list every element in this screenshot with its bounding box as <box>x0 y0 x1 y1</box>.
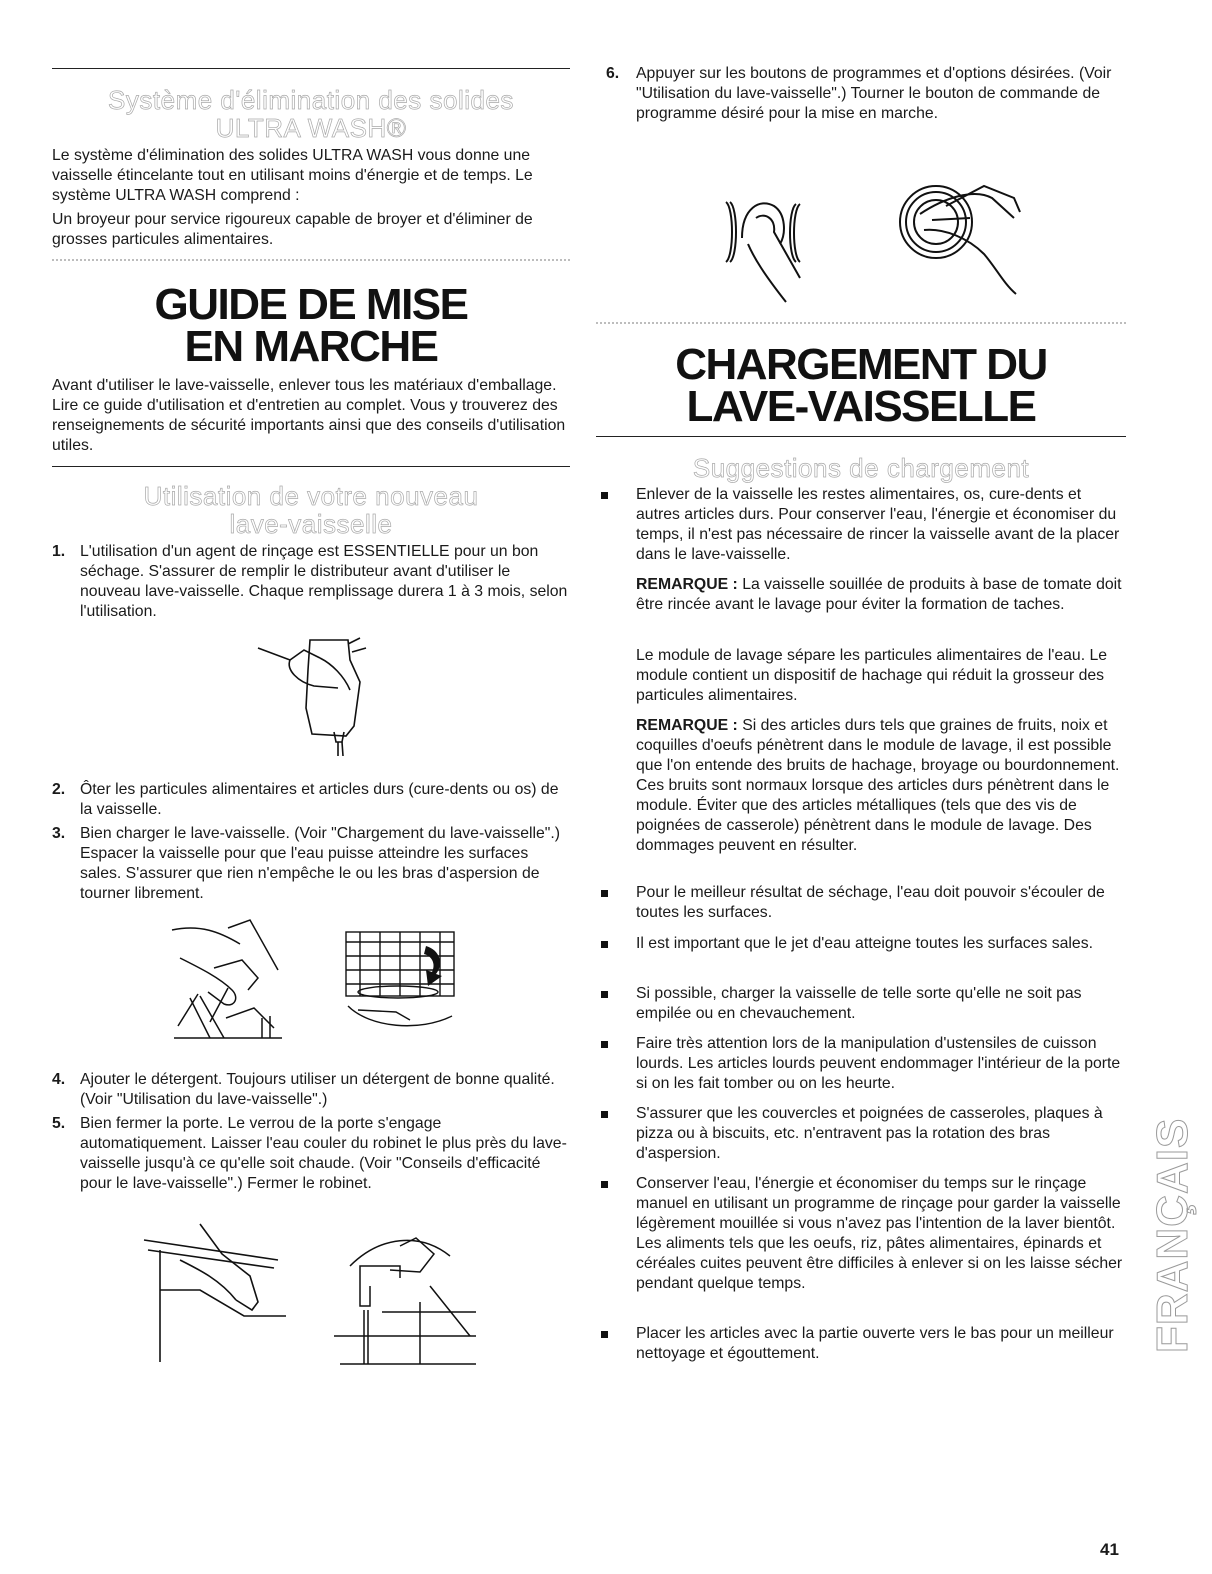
step-4-text: Ajouter le détergent. Toujours utiliser un détergent de bonne qualité. (Voir "Utilisation du lave-vaisselle".) <box>80 1071 555 1108</box>
rule-before-suggestions <box>596 436 1126 437</box>
turning-dial-illustration <box>884 168 1034 304</box>
section-heading-suggestions: Suggestions de chargement <box>692 453 1030 483</box>
step-number: 3. <box>52 825 66 842</box>
module-lavage-text: Le module de lavage sépare les particules alimentaires de l'eau. Le module contient un dispositif de hachage qui réduit la grosseur des particules alimentaires. <box>636 647 1108 704</box>
step-number: 5. <box>52 1115 66 1132</box>
running-faucet-illustration <box>330 1226 480 1366</box>
remarque-label: REMARQUE : <box>636 717 738 734</box>
page-number: 41 <box>1100 1540 1119 1559</box>
step-2-text: Ôter les particules alimentaires et articles durs (cure-dents ou os) de la vaisselle. <box>80 781 559 818</box>
section-heading-utilisation: Utilisation de votre nouveau lave-vaisselle <box>143 481 479 539</box>
bullet-marker <box>601 941 608 948</box>
loading-dishes-hand-illustration <box>170 918 290 1040</box>
dotted-divider-right <box>596 322 1126 324</box>
step-3-text: Bien charger le lave-vaisselle. (Voir "Chargement du lave-vaisselle".) Espacer la vaisselle pour que l'eau puisse atteindre les surfaces sales. S'assurer que rien n'empêche le ou les bras d'aspersion de tourner librement. <box>80 825 561 902</box>
bullet-marker <box>601 1111 608 1118</box>
bullet-couvercles-text: S'assurer que les couvercles et poignées de casseroles, plaques à pizza ou à biscuits, etc. n'entravent pas la rotation des bras d'aspersion. <box>636 1105 1103 1162</box>
bullet-ustensiles-text: Faire très attention lors de la manipulation d'ustensiles de cuisson lourds. Les articles lourds peuvent endommager l'intérieur de la porte si on les fait tomber ou on les heurte. <box>636 1035 1121 1092</box>
bullet-sechage-text: Pour le meilleur résultat de séchage, l'eau doit pouvoir s'écouler de toutes les surfaces. <box>636 884 1105 921</box>
remarque-label: REMARQUE : <box>636 576 738 593</box>
remarque-tomate: REMARQUE : La vaisselle souillée de produits à base de tomate doit être rincée avant le lavage pour éviter la formation de taches. <box>636 576 1122 613</box>
dotted-divider-left <box>52 259 570 261</box>
broyeur-paragraph: Un broyeur pour service rigoureux capable de broyer et d'éliminer de grosses particules alimentaires. <box>52 211 533 248</box>
language-side-tab: FRANÇAIS <box>1148 1117 1197 1353</box>
step-number: 4. <box>52 1071 66 1088</box>
chargement-title: CHARGEMENT DU LAVE-VAISSELLE <box>675 340 1047 431</box>
bullet-marker <box>601 890 608 897</box>
bullet-marker <box>601 492 608 499</box>
bullet-placer-text: Placer les articles avec la partie ouverte vers le bas pour un meilleur nettoyage et égouttement. <box>636 1325 1114 1362</box>
step-6-text: Appuyer sur les boutons de programmes et d'options désirées. (Voir "Utilisation du lave-vaisselle".) Tourner le bouton de commande de programme désiré pour la mise en marche. <box>636 65 1112 122</box>
ultra-wash-paragraph: Le système d'élimination des solides ULTRA WASH vous donne une vaisselle étincelante tout en utilisant moins d'énergie et de temps. Le système ULTRA WASH comprend : <box>52 147 533 204</box>
step-1-text: L'utilisation d'un agent de rinçage est ESSENTIELLE pour un bon séchage. S'assurer de remplir le distributeur avant d'utiliser le nouveau lave-vaisselle. Chaque remplissage durera 1 à 3 mois, selon l'utilisation. <box>80 543 568 620</box>
pressing-button-illustration <box>700 178 830 308</box>
bullet-enlever-text: Enlever de la vaisselle les restes alimentaires, os, cure-dents et autres articles durs. Pour conserver l'eau, l'énergie et économiser du temps, il n'est pas nécessaire de rincer la vaisselle avant de la placer dans le lave-vaisselle. <box>636 486 1120 563</box>
bullet-empilee-text: Si possible, charger la vaisselle de telle sorte qu'elle ne soit pas empilée ou en chevauchement. <box>636 985 1082 1022</box>
spray-arm-rotation-illustration <box>340 928 460 1034</box>
bullet-marker <box>601 1041 608 1048</box>
top-rule-left <box>52 68 570 69</box>
bullet-marker <box>601 991 608 998</box>
rule-before-utilisation <box>52 466 570 467</box>
rinse-aid-bottle-illustration <box>250 630 380 760</box>
guide-intro: Avant d'utiliser le lave-vaisselle, enlever tous les matériaux d'emballage. Lire ce guide d'utilisation et d'entretien au complet. Vous y trouverez des renseignements de sécurité importants ainsi que des conseils d'utilisation utiles. <box>52 377 566 454</box>
step-number: 1. <box>52 543 66 560</box>
remarque-articles-durs: REMARQUE : Si des articles durs tels que graines de fruits, noix et coquilles d'oeufs pénètrent dans le module de lavage, il est possible que l'on entende des bruits de hachage, broyage ou bourdonnement. Ces bruits sont normaux lorsque des articles durs pénètrent dans le module. Éviter que des articles métalliques (tels que des vis de poignées de casserole) pénètrent dans le module de lavage. Des dommages peuvent en résulter. <box>636 717 1120 854</box>
step-5-text: Bien fermer la porte. Le verrou de la porte s'engage automatiquement. Laisser l'eau couler du robinet le plus près du lave-vaisselle jusqu'à ce qu'elle soit chaude. (Voir "Conseils d'efficacité pour le lave-vaisselle".) Fermer le robinet. <box>80 1115 567 1192</box>
step-number: 2. <box>52 781 66 798</box>
section-heading-ultra-wash: Système d'élimination des solides ULTRA WASH® <box>108 85 514 143</box>
bullet-marker <box>601 1331 608 1338</box>
bullet-marker <box>601 1181 608 1188</box>
bullet-conserver-text: Conserver l'eau, l'énergie et économiser du temps sur le rinçage manuel en utilisant un programme de rinçage pour garder la vaisselle légèrement mouillée si vous n'avez pas l'intention de la laver bientôt. Les aliments tels que les oeufs, riz, pâtes alimentaires, épinards et céréales cuites peuvent être difficiles à enlever si on les laisse sécher pendant quelque temps. <box>636 1175 1123 1292</box>
closing-door-illustration <box>140 1220 290 1366</box>
bullet-jet-eau-text: Il est important que le jet d'eau atteigne toutes les surfaces sales. <box>636 935 1093 952</box>
guide-title: GUIDE DE MISE EN MARCHE <box>154 280 468 371</box>
step-number: 6. <box>606 65 620 82</box>
